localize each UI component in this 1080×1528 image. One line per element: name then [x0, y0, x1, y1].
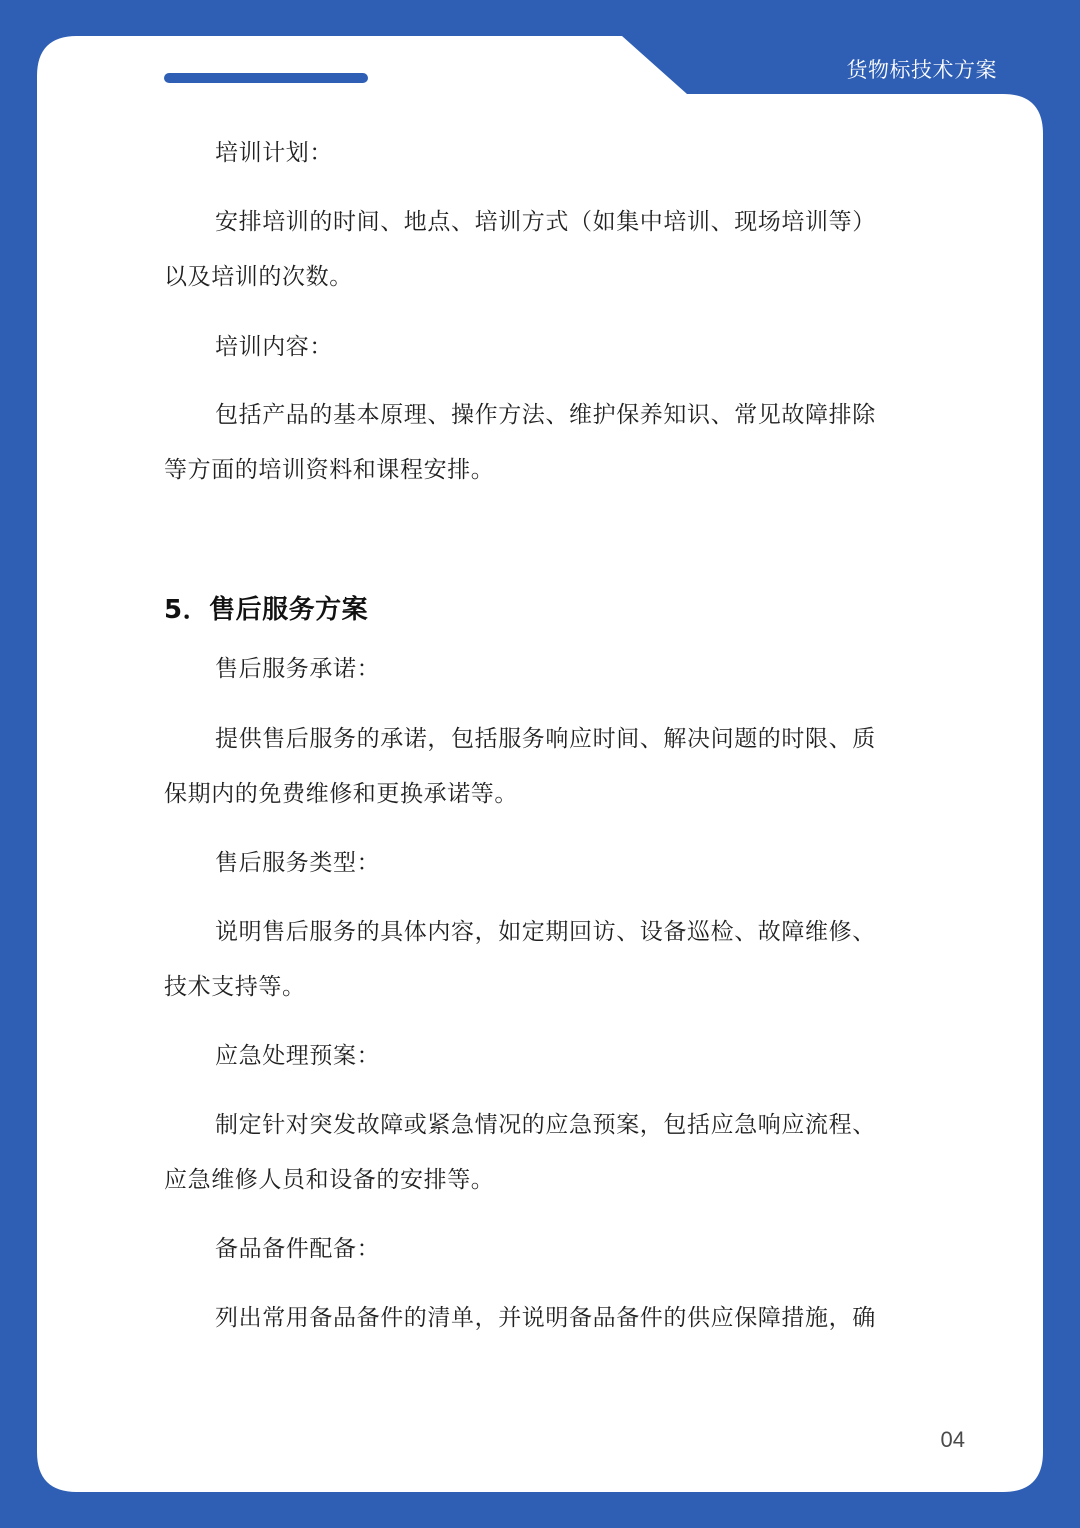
training-content-line-1: 包括产品的基本原理、操作方法、维护保养知识、常见故障排除	[215, 402, 876, 428]
training-plan-line-2: 以及培训的次数。	[164, 264, 353, 290]
emergency-plan-line-2: 应急维修人员和设备的安排等。	[164, 1167, 495, 1193]
service-types-line-1: 说明售后服务的具体内容，如定期回访、设备巡检、故障维修、	[215, 919, 876, 945]
emergency-plan-heading: 应急处理预案：	[215, 1043, 381, 1069]
training-plan-heading: 培训计划：	[215, 140, 333, 166]
training-plan-line-1: 安排培训的时间、地点、培训方式（如集中培训、现场培训等）	[215, 209, 876, 235]
document-page	[37, 36, 1043, 1492]
commitment-line-1: 提供售后服务的承诺，包括服务响应时间、解决问题的时限、质	[215, 726, 876, 752]
document-header-title: 货物标技术方案	[846, 58, 997, 82]
page-number: 04	[940, 1427, 965, 1452]
service-types-heading: 售后服务类型：	[215, 850, 381, 876]
emergency-plan-line-1: 制定针对突发故障或紧急情况的应急预案，包括应急响应流程、	[215, 1112, 876, 1138]
header-accent-bar	[164, 73, 368, 83]
commitment-heading: 售后服务承诺：	[215, 656, 381, 682]
spare-parts-line-1: 列出常用备品备件的清单，并说明备品备件的供应保障措施，确	[215, 1305, 876, 1331]
service-types-line-2: 技术支持等。	[164, 974, 306, 1000]
training-content-heading: 培训内容：	[215, 334, 333, 360]
training-content-line-2: 等方面的培训资料和课程安排。	[164, 457, 495, 483]
section-title: 5．售后服务方案	[164, 595, 369, 625]
spare-parts-heading: 备品备件配备：	[215, 1236, 381, 1262]
commitment-line-2: 保期内的免费维修和更换承诺等。	[164, 781, 518, 807]
